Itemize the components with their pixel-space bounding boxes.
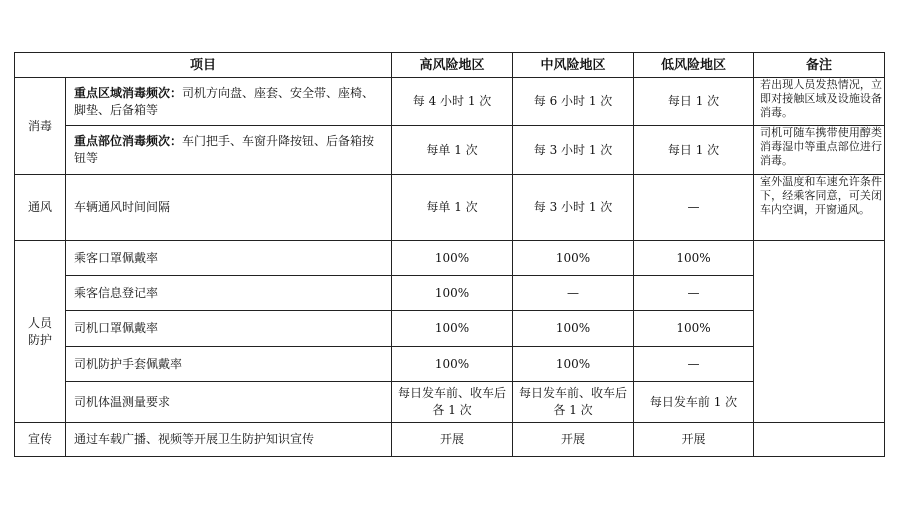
table-row xyxy=(15,423,885,457)
row-label xyxy=(66,78,392,126)
header-high-risk: 高风险地区 xyxy=(392,53,513,78)
cell-mid: 100% xyxy=(513,241,634,276)
cell-high: 每日发车前、收车后各 1 次 xyxy=(392,382,513,423)
table-header-row xyxy=(15,53,885,78)
cell-mid: — xyxy=(513,276,634,311)
cell-mid: 每 3 小时 1 次 xyxy=(513,126,634,175)
risk-measures-table xyxy=(14,52,885,457)
cell-high: 100% xyxy=(392,347,513,382)
table-row xyxy=(15,78,885,126)
table-row xyxy=(15,126,885,175)
cell-low: 每日 1 次 xyxy=(634,126,754,175)
cell-low: — xyxy=(634,347,754,382)
table-row xyxy=(15,175,885,241)
row-label-bold: 重点部位消毒频次： xyxy=(74,134,183,148)
header-item: 项目 xyxy=(15,53,392,78)
cell-mid: 每日发车前、收车后各 1 次 xyxy=(513,382,634,423)
category-ventilation: 通风 xyxy=(15,175,66,241)
row-label-bold: 重点区域消毒频次： xyxy=(74,85,183,100)
cell-high: 100% xyxy=(392,276,513,311)
header-low-risk: 低风险地区 xyxy=(634,53,754,78)
category-disinfect: 消毒 xyxy=(15,78,66,175)
header-mid-risk: 中风险地区 xyxy=(513,53,634,78)
cell-low: — xyxy=(634,175,754,241)
cell-high: 每 4 小时 1 次 xyxy=(392,78,513,126)
cell-high: 每单 1 次 xyxy=(392,126,513,175)
cell-mid: 每 3 小时 1 次 xyxy=(513,175,634,241)
cell-low: — xyxy=(634,276,754,311)
cell-mid: 每 6 小时 1 次 xyxy=(513,78,634,126)
cell-high: 每单 1 次 xyxy=(392,175,513,241)
cell-mid: 100% xyxy=(513,311,634,347)
category-publicity: 宣传 xyxy=(15,423,66,457)
row-label xyxy=(66,126,392,175)
cell-low: 开展 xyxy=(634,423,754,457)
cell-mid: 开展 xyxy=(513,423,634,457)
row-label: 乘客口罩佩戴率 xyxy=(66,241,392,276)
cell-low: 100% xyxy=(634,241,754,276)
cell-note: 司机可随车携带使用醇类消毒湿巾等重点部位进行消毒。 xyxy=(754,126,885,175)
cell-low: 每日 1 次 xyxy=(634,78,754,126)
cell-note: 若出现人员发热情况，立即对接触区域及设施设备消毒。 xyxy=(754,78,885,126)
header-note: 备注 xyxy=(754,53,885,78)
row-label-text: 车门把手、车窗升降按钮、后备箱按钮等 xyxy=(74,134,375,165)
cell-high: 100% xyxy=(392,241,513,276)
cell-mid: 100% xyxy=(513,347,634,382)
cell-note: 室外温度和车速允许条件下，经乘客同意，可关闭车内空调，开窗通风。 xyxy=(754,175,885,241)
cell-note-empty xyxy=(754,241,885,423)
category-protection: 人员防护 xyxy=(15,241,66,423)
cell-low: 100% xyxy=(634,311,754,347)
cell-note-empty xyxy=(754,423,885,457)
row-label-text: 司机方向盘、座套、安全带、座椅、脚垫、后备箱等 xyxy=(74,85,375,117)
row-label: 司机体温测量要求 xyxy=(66,382,392,423)
row-label: 司机口罩佩戴率 xyxy=(66,311,392,347)
cell-high: 开展 xyxy=(392,423,513,457)
row-label: 司机防护手套佩戴率 xyxy=(66,347,392,382)
cell-low: 每日发车前 1 次 xyxy=(634,382,754,423)
table-row xyxy=(15,241,885,276)
row-label: 车辆通风时间间隔 xyxy=(66,175,392,241)
row-label: 乘客信息登记率 xyxy=(66,276,392,311)
row-label: 通过车载广播、视频等开展卫生防护知识宣传 xyxy=(66,423,392,457)
cell-high: 100% xyxy=(392,311,513,347)
